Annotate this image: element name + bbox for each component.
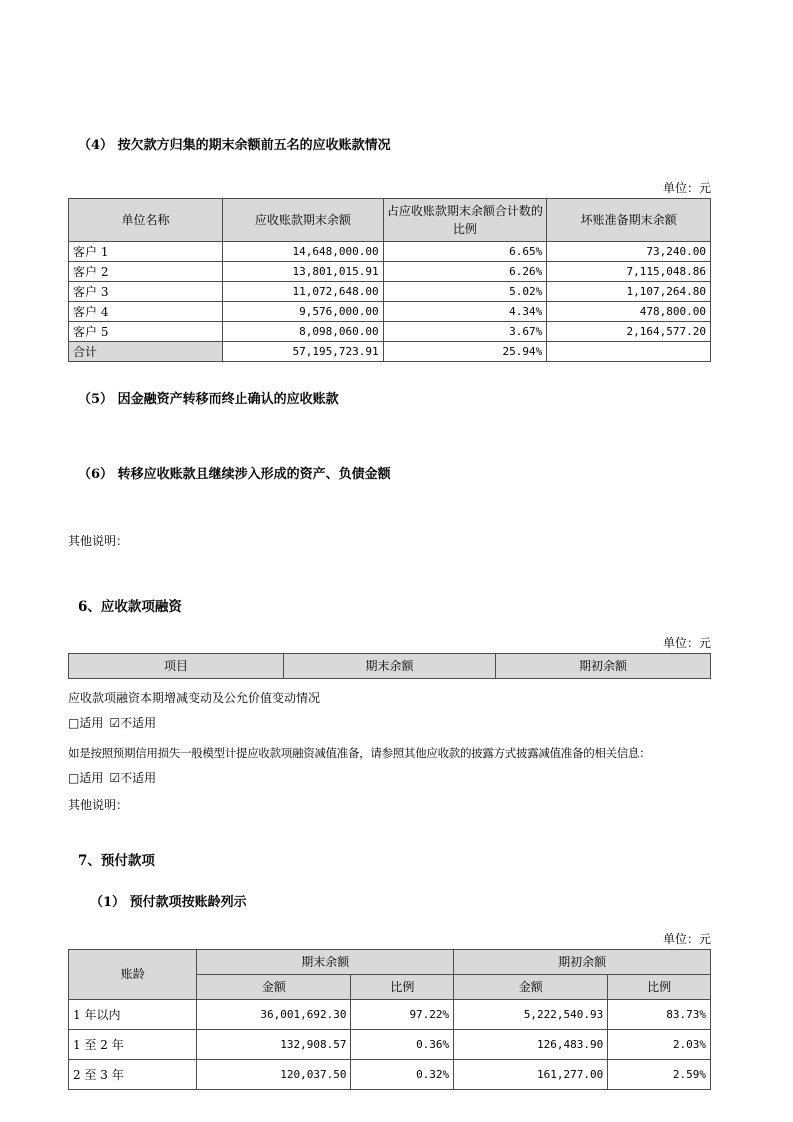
table-header-cell: 坏账准备期末余额 (547, 198, 711, 241)
table-cell: 9,576,000.00 (223, 301, 384, 321)
table-total-row (69, 341, 711, 361)
table-cell: 8,098,060.00 (223, 321, 384, 341)
table-cell: 126,483.90 (454, 1029, 608, 1059)
impairment-note: 如是按照预期信用损失一般模型计提应收款项融资减值准备，请参照其他应收款的披露方式披露减值准备的相关信息： (68, 746, 651, 761)
other-note: 其他说明： (68, 798, 129, 813)
table-header-cell: 比例 (608, 974, 711, 999)
table-cell: 客户 1 (69, 241, 223, 261)
table-header-cell: 占应收账款期末余额合计数的比例 (383, 198, 547, 241)
table-cell: 83.73% (608, 999, 711, 1029)
table-row (69, 241, 711, 261)
table-header-row (69, 949, 711, 974)
unit-label: 单位：元 (662, 180, 711, 195)
table-cell: 4.34% (383, 301, 547, 321)
table-row (69, 999, 711, 1029)
table-header-cell: 期初余额 (495, 654, 710, 679)
table-cell: 11,072,648.00 (223, 281, 384, 301)
prepayments-aging-table (68, 949, 711, 1090)
table-row (69, 261, 711, 281)
table-cell: 14,648,000.00 (223, 241, 384, 261)
table-header-row (69, 198, 711, 241)
table-cell: 13,801,015.91 (223, 261, 384, 281)
table-cell: 1 年以内 (69, 999, 197, 1029)
table-row (69, 321, 711, 341)
unit-label: 单位：元 (662, 636, 711, 651)
applicable-label: 适用 (79, 771, 104, 786)
table-cell: 客户 4 (69, 301, 223, 321)
other-note: 其他说明： (68, 533, 129, 548)
table-cell: 3.67% (383, 321, 547, 341)
table-row (69, 301, 711, 321)
checkbox-unchecked-icon: □ (68, 716, 80, 731)
table-row (69, 1059, 711, 1089)
table-cell: 客户 5 (69, 321, 223, 341)
table-cell: 36,001,692.30 (197, 999, 351, 1029)
section-4-title: （4） 按欠款方归集的期末余额前五名的应收账款情况 (78, 138, 391, 153)
table-cell: 0.36% (351, 1029, 454, 1059)
table-cell: 客户 3 (69, 281, 223, 301)
table-cell: 2,164,577.20 (547, 321, 711, 341)
table-cell: 2.59% (608, 1059, 711, 1089)
table-row (69, 281, 711, 301)
table-header-cell: 单位名称 (69, 198, 223, 241)
table-cell: 25.94% (383, 341, 547, 361)
table-header-cell: 账龄 (69, 949, 197, 999)
table-cell: 6.26% (383, 261, 547, 281)
table-header-row (69, 654, 711, 679)
table-header-cell: 金额 (197, 974, 351, 999)
table-header-cell: 期末余额 (197, 949, 454, 974)
table-header-cell: 期初余额 (454, 949, 711, 974)
section-7-1-title: （1） 预付款项按账龄列示 (90, 894, 247, 910)
table-cell (547, 341, 711, 361)
checkbox-unchecked-icon: □ (68, 771, 80, 786)
table-cell: 132,908.57 (197, 1029, 351, 1059)
table-header-cell: 金额 (454, 974, 608, 999)
section-6-title: （6） 转移应收账款且继续涉入形成的资产、负债金额 (78, 466, 391, 482)
table-cell: 0.32% (351, 1059, 454, 1089)
not-applicable-label: 不适用 (120, 771, 157, 786)
table-header-cell: 期末余额 (284, 654, 496, 679)
table-cell: 161,277.00 (454, 1059, 608, 1089)
applicable-line (68, 714, 711, 731)
table-cell: 5,222,540.93 (454, 999, 608, 1029)
table-header-cell: 应收账款期末余额 (223, 198, 384, 241)
table-header-cell: 比例 (351, 974, 454, 999)
checkbox-checked-icon: ☑ (109, 771, 121, 786)
not-applicable-label: 不适用 (120, 716, 157, 731)
table-cell: 客户 2 (69, 261, 223, 281)
table-cell: 120,037.50 (197, 1059, 351, 1089)
table-cell: 97.22% (351, 999, 454, 1029)
table-header-cell: 项目 (69, 654, 284, 679)
table-cell: 478,800.00 (547, 301, 711, 321)
receivables-financing-table (68, 653, 711, 679)
table-cell: 5.02% (383, 281, 547, 301)
table-row (69, 1029, 711, 1059)
section-receivables-financing-title: 6、应收款项融资 (78, 598, 182, 615)
financing-change-note: 应收款项融资本期增减变动及公允价值变动情况 (68, 691, 321, 706)
unit-label: 单位：元 (662, 931, 711, 946)
section-prepayments-title: 7、预付款项 (78, 853, 155, 870)
table-cell: 7,115,048.86 (547, 261, 711, 281)
table-cell: 1,107,264.80 (547, 281, 711, 301)
receivables-top5-table (68, 198, 711, 362)
table-cell: 1 至 2 年 (69, 1029, 197, 1059)
applicable-label: 适用 (79, 716, 104, 731)
table-cell: 合计 (69, 341, 223, 361)
table-cell: 2 至 3 年 (69, 1059, 197, 1089)
section-5-title: （5） 因金融资产转移而终止确认的应收账款 (78, 391, 339, 407)
table-cell: 73,240.00 (547, 241, 711, 261)
checkbox-checked-icon: ☑ (109, 716, 121, 731)
applicable-line (68, 769, 711, 786)
table-cell: 57,195,723.91 (223, 341, 384, 361)
table-cell: 6.65% (383, 241, 547, 261)
table-cell: 2.03% (608, 1029, 711, 1059)
